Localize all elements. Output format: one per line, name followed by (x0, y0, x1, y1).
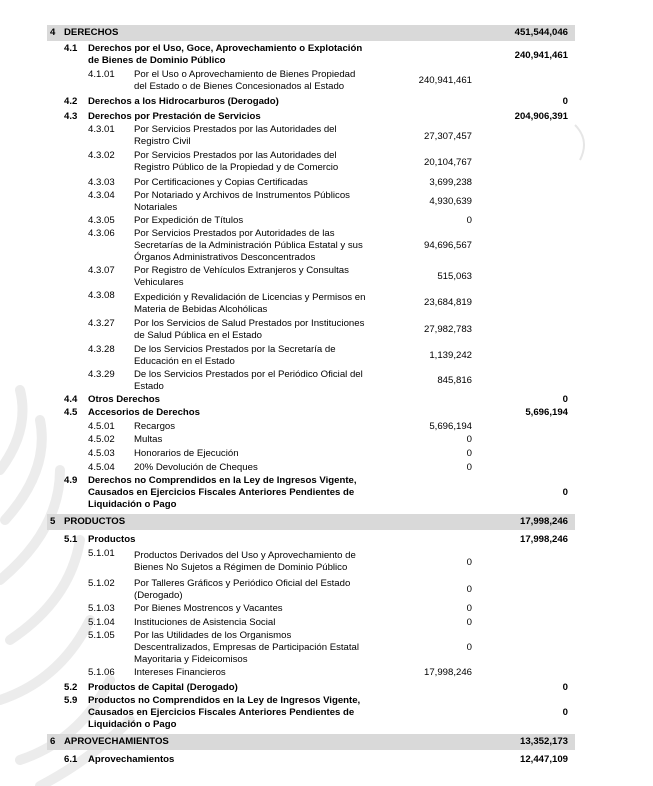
row-label: de Bienes de Dominio Público (88, 55, 226, 66)
row-amount: 5,696,194 (429, 421, 472, 432)
row-code: 4.2 (64, 96, 78, 107)
row-code: 4.5.02 (88, 434, 115, 445)
row-label: (Derogado) (134, 590, 183, 601)
section-title: DERECHOS (64, 27, 119, 38)
row-label: de Salud Pública en el Estado (134, 330, 263, 341)
row-code: 4.3.05 (88, 215, 115, 226)
row-label: Intereses Financieros (134, 667, 226, 678)
row-label: del Estado o de Bienes Concesionados al Estado (134, 81, 345, 92)
row-amount: 0 (466, 462, 472, 473)
row-amount: 0 (466, 584, 472, 595)
row-code: 4.3.04 (88, 190, 115, 201)
row-label: Derechos a los Hidrocarburos (Derogado) (88, 96, 279, 107)
row-amount: 0 (466, 434, 472, 445)
row-label: Por Notariado y Archivos de Instrumentos Públicos (134, 190, 350, 201)
row-code: 4.9 (64, 475, 78, 486)
row-label: Por Servicios Prestados por Autoridades de las (134, 228, 335, 239)
row-amount: 0 (466, 603, 472, 614)
row-label: Vehiculares (134, 277, 184, 288)
row-code: 4.3.01 (88, 124, 115, 135)
row-label: Educación en el Estado (134, 356, 235, 367)
row-amount: 0 (466, 642, 472, 653)
row-label: Productos no Comprendidos en la Ley de Ingresos Vigente, (88, 695, 361, 706)
section-total: 17,998,246 (519, 516, 568, 527)
row-code: 5.1.05 (88, 630, 115, 641)
row-code: 5.2 (64, 682, 78, 693)
row-amount: 240,941,461 (418, 75, 472, 86)
row-label: Materia de Bebidas Alcohólicas (134, 304, 268, 315)
section-title: APROVECHAMIENTOS (64, 736, 169, 747)
row-label: Derechos por el Uso, Goce, Aprovechamiento o Explotación (88, 43, 363, 54)
section-code: 5 (50, 516, 56, 527)
row-label: 20% Devolución de Cheques (134, 462, 258, 473)
row-label: Multas (134, 434, 163, 445)
row-code: 5.1.02 (88, 578, 115, 589)
row-label: Por Servicios Prestados por las Autoridades del (134, 150, 337, 161)
row-total: 0 (562, 96, 568, 107)
row-code: 5.1.06 (88, 667, 115, 678)
row-label: Liquidación o Pago (88, 719, 177, 730)
row-amount: 27,982,783 (423, 324, 472, 335)
row-label: Notariales (134, 202, 178, 213)
row-label: Honorarios de Ejecución (134, 448, 239, 459)
row-total: 5,696,194 (525, 407, 568, 418)
row-amount: 0 (466, 617, 472, 628)
row-label: Por Talleres Gráficos y Periódico Oficial del Estado (134, 578, 351, 589)
row-code: 5.1 (64, 534, 78, 545)
section-code: 4 (50, 27, 56, 38)
row-label: Derechos por Prestación de Servicios (88, 111, 261, 122)
row-code: 4.5.04 (88, 462, 115, 473)
row-label: Expedición y Revalidación de Licencias y Permisos en (134, 292, 366, 303)
row-label: Productos Derivados del Uso y Aprovechamiento de (134, 550, 356, 561)
row-total: 0 (562, 487, 568, 498)
row-code: 4.3.03 (88, 177, 115, 188)
row-amount: 1,139,242 (429, 350, 472, 361)
row-amount: 845,816 (437, 375, 472, 386)
row-label: Productos (88, 534, 136, 545)
row-code: 4.3.08 (88, 290, 115, 301)
row-total: 0 (562, 682, 568, 693)
row-label: Estado (134, 381, 164, 392)
section-header-bar (47, 514, 575, 530)
row-total: 0 (562, 707, 568, 718)
row-amount: 27,307,457 (423, 131, 472, 142)
row-amount: 94,696,567 (423, 240, 472, 251)
row-label: Por Bienes Mostrencos y Vacantes (134, 603, 283, 614)
row-code: 4.3 (64, 111, 78, 122)
row-label: Por Registro de Vehículos Extranjeros y Consultas (134, 265, 349, 276)
row-label: Por el Uso o Aprovechamiento de Bienes Propiedad (134, 69, 356, 80)
row-label: Por los Servicios de Salud Prestados por Instituciones (134, 318, 365, 329)
row-code: 4.3.02 (88, 150, 115, 161)
section-code: 6 (50, 736, 56, 747)
row-label: Accesorios de Derechos (88, 407, 200, 418)
row-code: 4.3.07 (88, 265, 115, 276)
row-code: 4.5.03 (88, 448, 115, 459)
row-amount: 515,063 (437, 271, 472, 282)
row-code: 5.1.01 (88, 548, 115, 559)
row-label: Por Certificaciones y Copias Certificadas (134, 177, 308, 188)
row-label: Órganos Administrativos Desconcentrados (134, 252, 316, 263)
row-label: Derechos no Comprendidos en la Ley de Ingresos Vigente, (88, 475, 357, 486)
row-label: Recargos (134, 421, 176, 432)
section-total: 451,544,046 (514, 27, 568, 38)
row-label: Causados en Ejercicios Fiscales Anteriores Pendientes de (88, 707, 355, 718)
row-label: Instituciones de Asistencia Social (134, 617, 276, 628)
row-code: 4.3.27 (88, 318, 115, 329)
row-code: 4.1.01 (88, 69, 115, 80)
row-label: Secretarías de la Administración Pública Estatal y sus (134, 240, 363, 251)
section-header-bar (47, 25, 575, 41)
row-amount: 20,104,767 (423, 157, 472, 168)
section-title: PRODUCTOS (64, 516, 126, 527)
row-label: Causados en Ejercicios Fiscales Anteriores Pendientes de (88, 487, 355, 498)
row-amount: 0 (466, 557, 472, 568)
row-code: 5.1.03 (88, 603, 115, 614)
row-code: 4.5 (64, 407, 78, 418)
row-code: 4.1 (64, 43, 78, 54)
row-label: Por Servicios Prestados por las Autoridades del (134, 124, 337, 135)
row-amount: 3,699,238 (429, 177, 472, 188)
row-code: 6.1 (64, 754, 78, 765)
row-label: Por las Utilidades de los Organismos (134, 630, 292, 641)
row-code: 5.9 (64, 695, 78, 706)
row-total: 12,447,109 (519, 754, 568, 765)
row-label: Registro Civil (134, 136, 191, 147)
row-amount: 4,930,639 (429, 196, 472, 207)
row-label: Bienes No Sujetos a Régimen de Dominio Público (134, 562, 348, 573)
row-label: Por Expedición de Títulos (134, 215, 244, 226)
row-label: Registro Público de la Propiedad y de Comercio (134, 162, 339, 173)
row-code: 4.3.06 (88, 228, 115, 239)
row-amount: 17,998,246 (423, 667, 472, 678)
row-label: De los Servicios Prestados por el Periódico Oficial del (134, 369, 363, 380)
row-label: Otros Derechos (88, 394, 160, 405)
row-code: 4.3.28 (88, 344, 115, 355)
row-total: 0 (562, 394, 568, 405)
row-label: Aprovechamientos (88, 754, 175, 765)
row-amount: 23,684,819 (423, 297, 472, 308)
row-amount: 0 (466, 215, 472, 226)
row-code: 5.1.04 (88, 617, 115, 628)
row-label: Descentralizados, Empresas de Participación Estatal (134, 642, 360, 653)
row-label: Mayoritaria y Fideicomisos (134, 654, 248, 665)
row-amount: 0 (466, 448, 472, 459)
row-label: Liquidación o Pago (88, 499, 177, 510)
section-total: 13,352,173 (519, 736, 568, 747)
row-code: 4.3.29 (88, 369, 115, 380)
row-code: 4.4 (64, 394, 78, 405)
row-total: 204,906,391 (514, 111, 568, 122)
row-label: De los Servicios Prestados por la Secretaría de (134, 344, 336, 355)
row-code: 4.5.01 (88, 421, 115, 432)
row-total: 240,941,461 (514, 50, 568, 61)
row-total: 17,998,246 (519, 534, 568, 545)
row-label: Productos de Capital (Derogado) (88, 682, 238, 693)
